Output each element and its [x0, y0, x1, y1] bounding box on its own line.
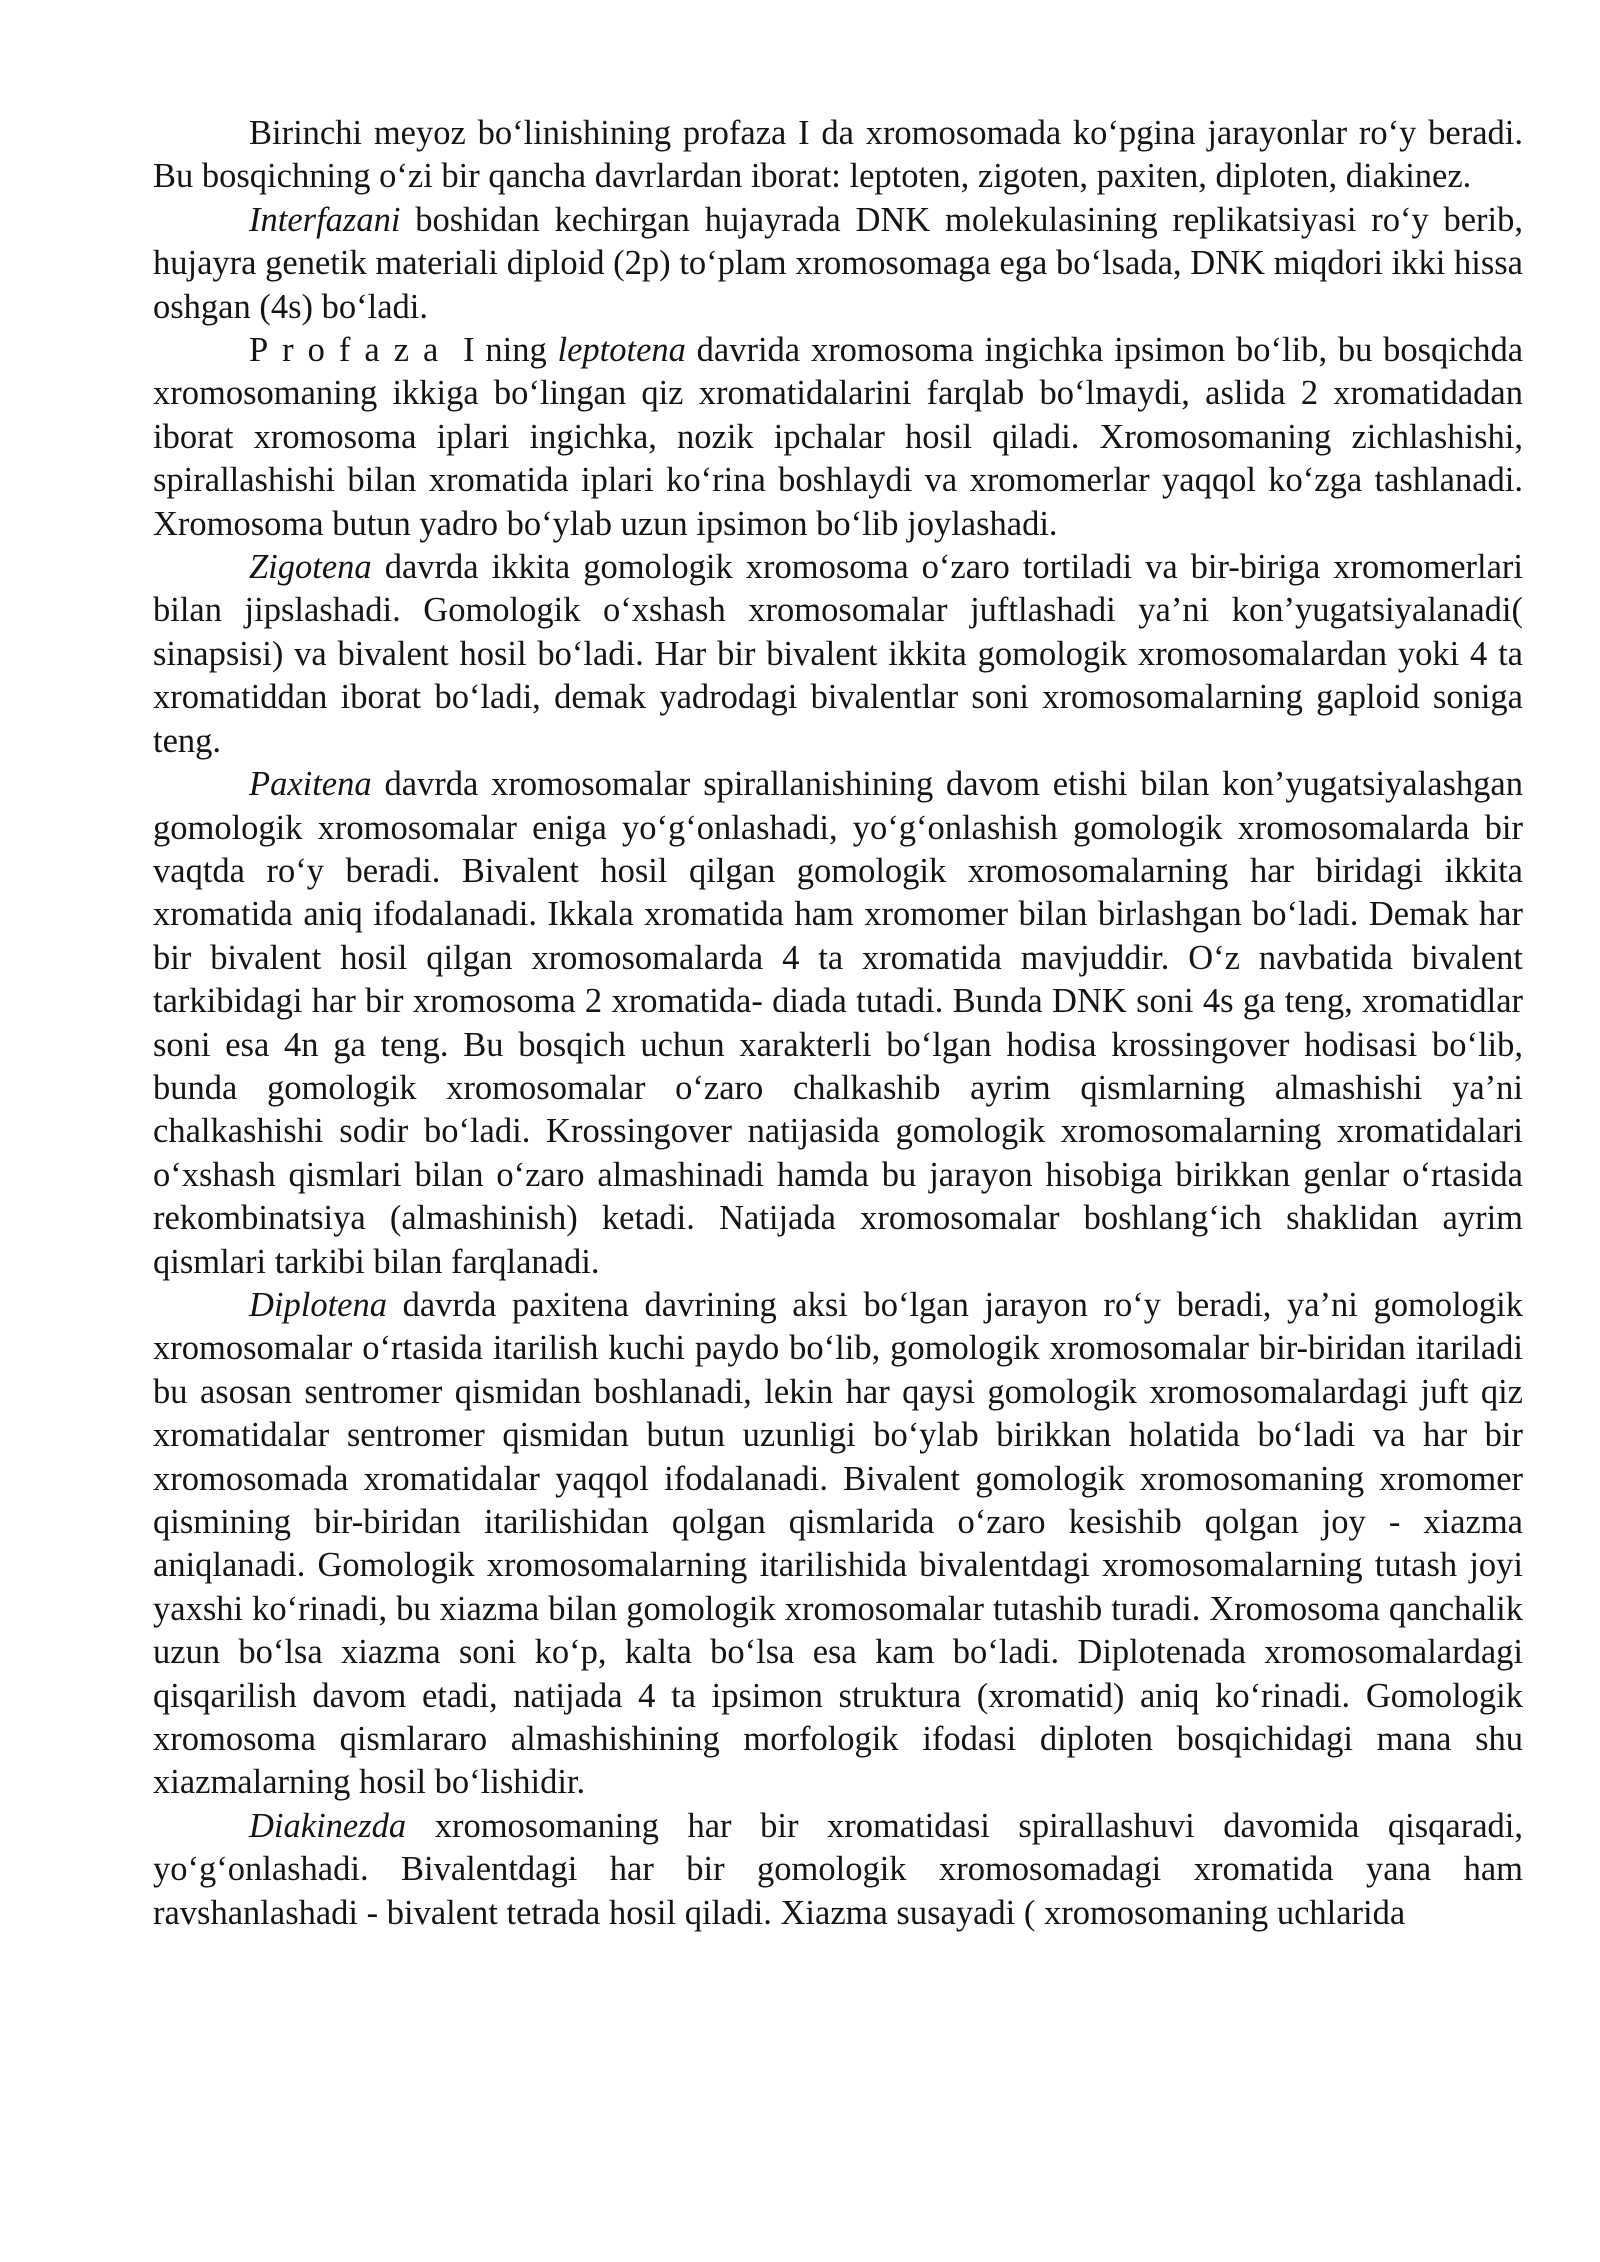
term-diplotena: Diplotena: [249, 1285, 387, 1324]
paragraph-text: davrda xromosomalar spirallanishining davom etishi bilan kon’yugatsiyalashgan gomologik xromosomalar eniga yo‘g‘onlashadi, yo‘g‘onlashish gomologik xromosomalarda bir vaqtda ro‘y beradi. Bivalent hosil qilgan gomologik xromosomalarning har biridagi ikkita xromatida aniq ifodalanadi. Ikkala xromatida ham xromomer bilan birlashgan bo‘ladi. Demak har bir bivalent hosil qilgan xromosomalarda 4 ta xromatida mavjuddir. O‘z navbatida bivalent tarkibidagi har bir xromosoma 2 xromatida- diada tutadi. Bunda DNK soni 4s ga teng, xromatidlar soni esa 4n ga teng. Bu bosqich uchun xarakterli bo‘lgan hodisa krossingover hodisasi bo‘lib, bunda gomologik xromosomalar o‘zaro chalkashib ayrim qismlarning almashishi ya’ni chalkashishi sodir bo‘ladi. Krossingover natijasida gomologik xromosomalarning xromatidalari o‘xshash qismlari bilan o‘zaro almashinadi hamda bu jarayon hisobiga birikkan genlar o‘rtasida rekombinatsiya (almashinish) ketadi. Natijada xromosomalar boshlang‘ich shaklidan ayrim qismlari tarkibi bilan farqlanadi.: [153, 765, 1523, 1281]
term-leptotena: leptotena: [557, 331, 686, 370]
term-paxitena: Paxitena: [249, 765, 372, 804]
term-profaza: Profaza: [249, 331, 453, 370]
paragraph-leptotena: [153, 329, 1523, 546]
paragraph-diplotena: [153, 1284, 1523, 1805]
document-page: [153, 112, 1523, 1935]
paragraph-text: davrda paxitena davrining aksi bo‘lgan jarayon ro‘y beradi, ya’ni gomologik xromosomalar o‘rtasida itarilish kuchi paydo bo‘lib, gomologik xromosomalar bir-biridan itariladi bu asosan sentromer qismidan boshlanadi, lekin har qaysi gomologik xromosomalardagi juft qiz xromatidalar sentromer qismidan butun uzunligi bo‘ylab birikkan holatida bo‘ladi va har bir xromosomada xromatidalar yaqqol ifodalanadi. Bivalent gomologik xromosomaning xromomer qismining bir-biridan itarilishidan qolgan qismlarida o‘zaro kesishib qolgan joy - xiazma aniqlanadi. Gomologik xromosomalarning itarilishida bivalentdagi xromosomalarning tutash joyi yaxshi ko‘rinadi, bu xiazma bilan gomologik xromosomalar tutashib turadi. Xromosoma qanchalik uzun bo‘lsa xiazma soni ko‘p, kalta bo‘lsa esa kam bo‘ladi. Diplotenada xromosomalardagi qisqarilish davom etadi, natijada 4 ta ipsimon struktura (xromatid) aniq ko‘rinadi. Gomologik xromosoma qismlararo almashishining morfologik ifodasi diploten bosqichidagi mana shu xiazmalarning hosil bo‘lishidir.: [153, 1285, 1523, 1802]
paragraph-text: davrda ikkita gomologik xromosoma o‘zaro tortiladi va bir-biriga xromomerlari bilan jipslashadi. Gomologik o‘xshash xromosomalar juftlashadi ya’ni kon’yugatsiyalanadi( sinapsisi) va bivalent hosil bo‘ladi. Har bir bivalent ikkita gomologik xromosomalardan yoki 4 ta xromatiddan iborat bo‘ladi, demak yadrodagi bivalentlar soni xromosomalarning gaploid soniga teng.: [153, 548, 1523, 760]
paragraph-profaza-intro: [153, 112, 1523, 199]
paragraph-connector: I ning: [452, 331, 558, 370]
paragraph-interfaza: [153, 199, 1523, 329]
paragraph-text: davrida xromosoma ingichka ipsimon bo‘lib, bu bosqichda xromosomaning ikkiga bo‘lingan qiz xromatidalarini farqlab bo‘lmaydi, aslida 2 xromatidadan iborat xromosoma iplari ingichka, nozik ipchalar hosil qiladi. Xromosomaning zichlashishi, spirallashishi bilan xromatida iplari ko‘rina boshlaydi va xromomerlar yaqqol ko‘zga tashlanadi. Xromosoma butun yadro bo‘ylab uzun ipsimon bo‘lib joylashadi.: [153, 331, 1524, 543]
term-diakinezda: Diakinezda: [249, 1806, 407, 1845]
paragraph-text: boshidan kechirgan hujayrada DNK molekulasining replikatsiyasi ro‘y berib, hujayra genetik materiali diploid (2p) to‘plam xromosomaga ega bo‘lsada, DNK miqdori ikki hissa oshgan (4s) bo‘ladi.: [153, 200, 1523, 326]
term-zigotena: Zigotena: [249, 548, 372, 587]
term-interfazani: Interfazani: [249, 200, 401, 239]
paragraph-zigotena: [153, 546, 1523, 763]
paragraph-text: xromosomaning har bir xromatidasi spirallashuvi davomida qisqaradi, yo‘g‘onlashadi. Bivalentdagi har bir gomologik xromosomadagi xromatida yana ham ravshanlashadi - bivalent tetrada hosil qiladi. Xiazma susayadi ( xromosomaning uchlarida: [153, 1806, 1523, 1932]
paragraph-paxitena: [153, 763, 1523, 1284]
paragraph-diakinez: [153, 1805, 1523, 1935]
paragraph-text: Birinchi meyoz bo‘linishining profaza I da xromosomada ko‘pgina jarayonlar ro‘y beradi. Bu bosqichning o‘zi bir qancha davrlardan iborat: leptoten, zigoten, paxiten, diploten, diakinez.: [153, 114, 1523, 196]
